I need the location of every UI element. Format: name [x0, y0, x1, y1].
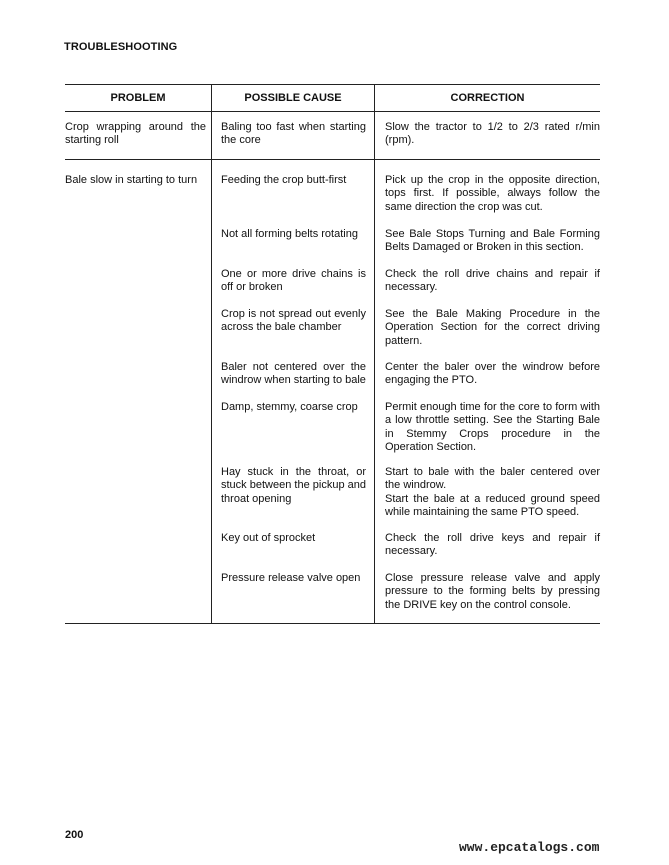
cause-cell: Pressure release valve open	[221, 572, 361, 584]
watermark-link[interactable]: www.epcatalogs.com	[459, 840, 600, 855]
header-divider	[65, 111, 600, 112]
cause-cell: Feeding the crop butt-first	[221, 174, 347, 186]
header-correction: CORRECTION	[450, 92, 525, 104]
header-cause: POSSIBLE CAUSE	[244, 92, 342, 104]
cause-cell: Hay stuck in the throat, or stuck between the pickup and throat opening	[221, 466, 366, 505]
cause-cell: One or more drive chains is off or broken	[221, 268, 366, 294]
correction-cell: Check the roll drive keys and repair if necessary.	[385, 532, 600, 558]
column-divider	[374, 85, 375, 623]
correction-cell: Start the bale at a reduced ground speed while maintaining the same PTO speed.	[385, 493, 600, 519]
correction-cell: Pick up the crop in the opposite direction, tops first. If possible, always follow the same direction the crop was cut.	[385, 174, 600, 213]
correction-cell: See the Bale Making Procedure in the Operation Section for the correct driving pattern.	[385, 308, 600, 347]
cause-cell: Damp, stemmy, coarse crop	[221, 401, 358, 413]
row-divider	[65, 159, 211, 160]
correction-cell: Permit enough time for the core to form with a low throttle setting. See the Starting Bale in Stemmy Crops procedure in the Operation Section.	[385, 401, 600, 454]
column-divider	[211, 85, 212, 623]
troubleshooting-table	[65, 84, 600, 624]
cause-cell: Key out of sprocket	[221, 532, 316, 544]
problem-cell: Crop wrapping around the starting roll	[65, 121, 206, 147]
row-divider	[375, 159, 600, 160]
correction-cell: Center the baler over the windrow before engaging the PTO.	[385, 361, 600, 387]
problem-cell: Bale slow in starting to turn	[65, 174, 198, 186]
cause-cell: Baling too fast when starting the core	[221, 121, 366, 147]
header-problem: PROBLEM	[110, 92, 166, 104]
row-divider	[212, 159, 374, 160]
correction-cell: Start to bale with the baler centered over the windrow.	[385, 466, 600, 492]
correction-cell: See Bale Stops Turning and Bale Forming Belts Damaged or Broken in this section.	[385, 228, 600, 254]
cause-cell: Not all forming belts rotating	[221, 228, 358, 240]
section-title: TROUBLESHOOTING	[64, 41, 178, 53]
correction-cell: Slow the tractor to 1/2 to 2/3 rated r/min (rpm).	[385, 121, 600, 147]
correction-cell: Check the roll drive chains and repair if necessary.	[385, 268, 600, 294]
correction-cell: Close pressure release valve and apply pressure to the forming belts by pressing the DRIVE key on the control console.	[385, 572, 600, 611]
cause-cell: Crop is not spread out evenly across the bale chamber	[221, 308, 366, 334]
page-number: 200	[65, 829, 84, 841]
cause-cell: Baler not centered over the windrow when starting to bale	[221, 361, 366, 387]
